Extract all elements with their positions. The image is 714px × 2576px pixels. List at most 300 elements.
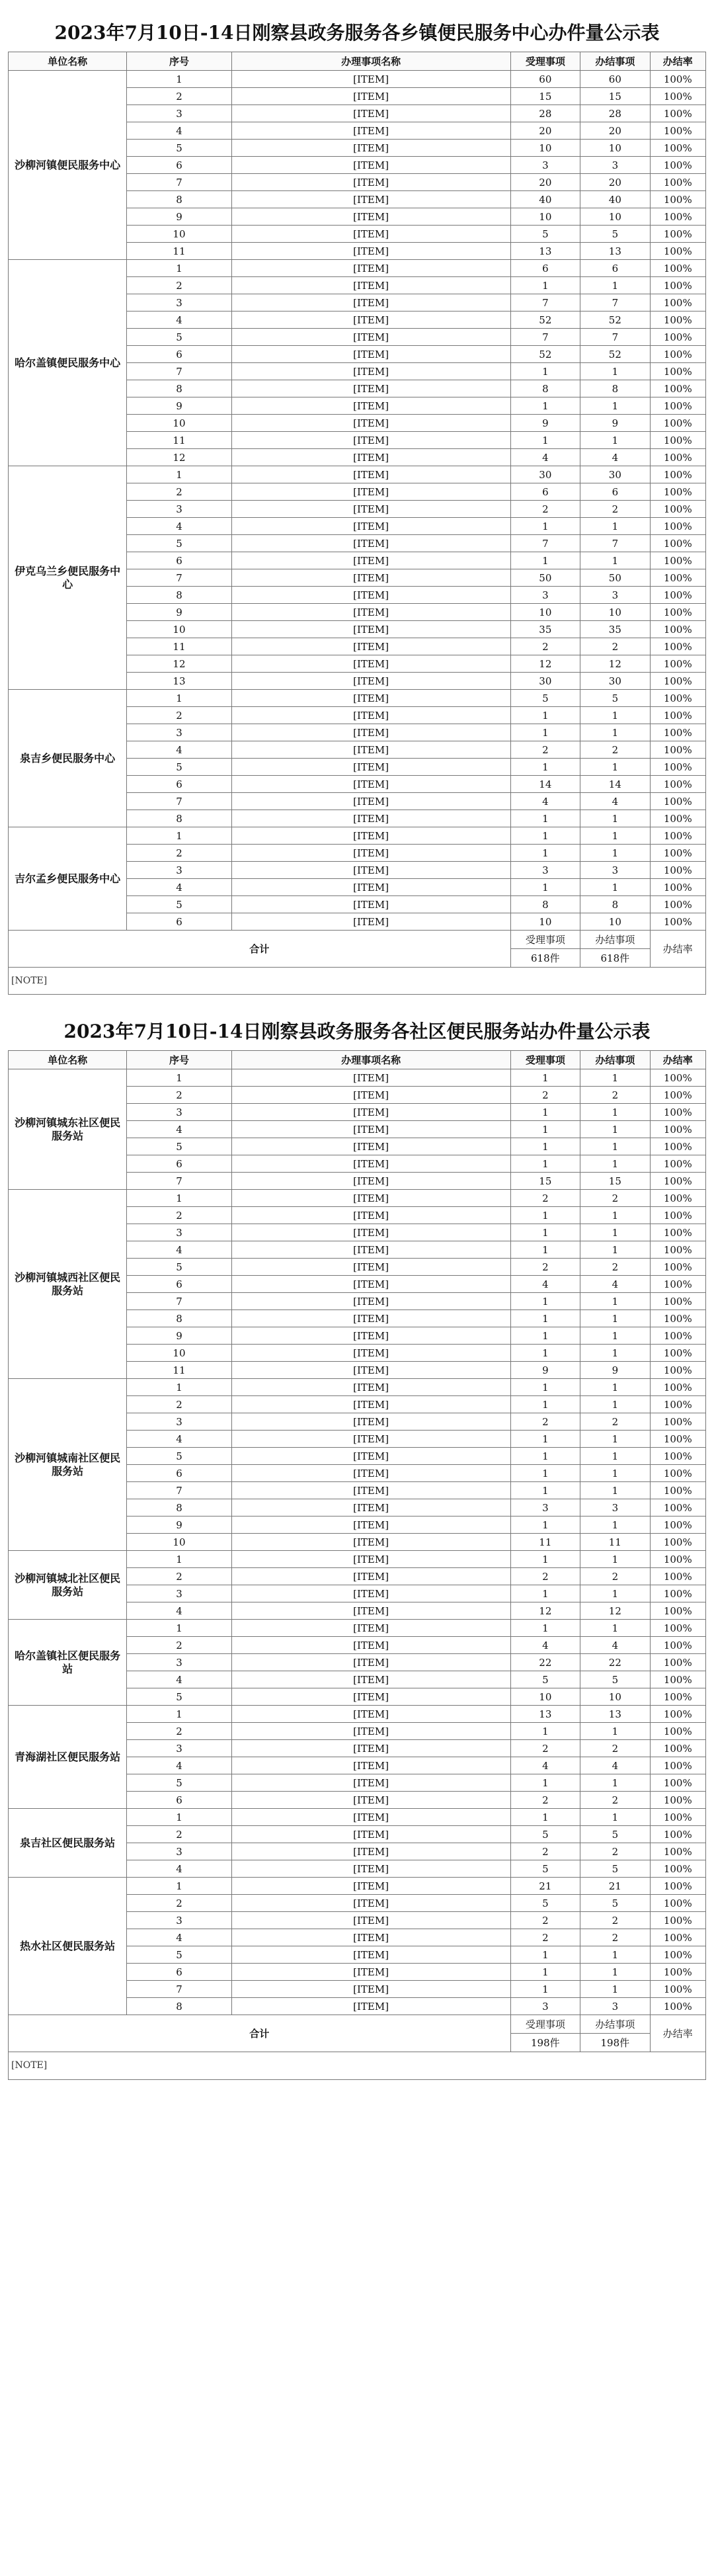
row-number-cell: 2 <box>127 1895 231 1912</box>
accepted-count-cell: 50 <box>510 569 580 587</box>
row-number-cell: 4 <box>127 1241 231 1259</box>
done-count-cell: 2 <box>580 1087 651 1104</box>
completion-rate-cell: 100% <box>650 569 705 587</box>
header-rate: 办结率 <box>650 1051 705 1069</box>
done-count-cell: 1 <box>580 1585 651 1602</box>
row-number-cell: 4 <box>127 312 231 329</box>
item-name-cell: [ITEM] <box>231 1207 510 1224</box>
item-name-cell: [ITEM] <box>231 1568 510 1585</box>
total-rate-header: 办结率 <box>650 931 705 968</box>
accepted-count-cell: 1 <box>510 1585 580 1602</box>
done-count-cell: 30 <box>580 673 651 690</box>
completion-rate-cell: 100% <box>650 896 705 913</box>
row-number-cell: 4 <box>127 741 231 759</box>
item-name-cell: [ITEM] <box>231 638 510 655</box>
completion-rate-cell: 100% <box>650 724 705 741</box>
accepted-count-cell: 1 <box>510 845 580 862</box>
row-number-cell: 8 <box>127 1499 231 1517</box>
row-number-cell: 3 <box>127 862 231 879</box>
item-name-cell: [ITEM] <box>231 1121 510 1138</box>
completion-rate-cell: 100% <box>650 1482 705 1499</box>
row-number-cell: 7 <box>127 569 231 587</box>
done-count-cell: 1 <box>580 1396 651 1413</box>
header-done: 办结事项 <box>580 52 651 71</box>
row-number-cell: 2 <box>127 1568 231 1585</box>
item-name-cell: [ITEM] <box>231 879 510 896</box>
row-number-cell: 5 <box>127 759 231 776</box>
row-number-cell: 1 <box>127 1551 231 1568</box>
completion-rate-cell: 100% <box>650 501 705 518</box>
row-number-cell: 12 <box>127 655 231 673</box>
community-table <box>8 1050 706 2052</box>
completion-rate-cell: 100% <box>650 913 705 931</box>
item-name-cell: [ITEM] <box>231 913 510 931</box>
completion-rate-cell: 100% <box>650 1878 705 1895</box>
row-number-cell: 5 <box>127 1259 231 1276</box>
completion-rate-cell: 100% <box>650 174 705 191</box>
completion-rate-cell: 100% <box>650 810 705 827</box>
completion-rate-cell: 100% <box>650 793 705 810</box>
item-name-cell: [ITEM] <box>231 380 510 397</box>
row-number-cell: 11 <box>127 243 231 260</box>
done-count-cell: 1 <box>580 810 651 827</box>
completion-rate-cell: 100% <box>650 346 705 363</box>
done-count-cell: 10 <box>580 208 651 226</box>
accepted-count-cell: 7 <box>510 294 580 312</box>
row-number-cell: 3 <box>127 1585 231 1602</box>
accepted-count-cell: 10 <box>510 913 580 931</box>
item-name-cell: [ITEM] <box>231 1517 510 1534</box>
completion-rate-cell: 100% <box>650 397 705 415</box>
item-name-cell: [ITEM] <box>231 294 510 312</box>
done-count-cell: 15 <box>580 88 651 105</box>
accepted-count-cell: 1 <box>510 707 580 724</box>
accepted-count-cell: 1 <box>510 879 580 896</box>
item-name-cell: [ITEM] <box>231 208 510 226</box>
done-count-cell: 20 <box>580 122 651 140</box>
row-number-cell: 9 <box>127 397 231 415</box>
accepted-count-cell: 4 <box>510 1637 580 1654</box>
accepted-count-cell: 30 <box>510 466 580 483</box>
item-name-cell: [ITEM] <box>231 1929 510 1946</box>
item-name-cell: [ITEM] <box>231 1482 510 1499</box>
row-number-cell: 5 <box>127 1688 231 1706</box>
done-count-cell: 1 <box>580 1482 651 1499</box>
accepted-count-cell: 40 <box>510 191 580 208</box>
accepted-count-cell: 2 <box>510 1912 580 1929</box>
row-number-cell: 3 <box>127 1912 231 1929</box>
completion-rate-cell: 100% <box>650 1207 705 1224</box>
done-count-cell: 1 <box>580 879 651 896</box>
completion-rate-cell: 100% <box>650 655 705 673</box>
item-name-cell: [ITEM] <box>231 845 510 862</box>
item-name-cell: [ITEM] <box>231 1293 510 1310</box>
done-count-cell: 8 <box>580 896 651 913</box>
row-number-cell: 4 <box>127 518 231 535</box>
completion-rate-cell: 100% <box>650 1121 705 1138</box>
completion-rate-cell: 100% <box>650 1362 705 1379</box>
row-number-cell: 10 <box>127 621 231 638</box>
accepted-count-cell: 1 <box>510 397 580 415</box>
row-number-cell: 6 <box>127 1964 231 1981</box>
accepted-count-cell: 3 <box>510 157 580 174</box>
row-number-cell: 2 <box>127 277 231 294</box>
row-number-cell: 2 <box>127 707 231 724</box>
unit-name-cell: 青海湖社区便民服务站 <box>9 1706 127 1809</box>
item-name-cell: [ITEM] <box>231 105 510 122</box>
accepted-count-cell: 2 <box>510 1843 580 1860</box>
done-count-cell: 1 <box>580 1981 651 1998</box>
item-name-cell: [ITEM] <box>231 1792 510 1809</box>
item-name-cell: [ITEM] <box>231 1964 510 1981</box>
done-count-cell: 2 <box>580 1568 651 1585</box>
item-name-cell: [ITEM] <box>231 1224 510 1241</box>
accepted-count-cell: 1 <box>510 1809 580 1826</box>
done-count-cell: 1 <box>580 1809 651 1826</box>
table-row <box>9 1706 706 1723</box>
accepted-count-cell: 1 <box>510 1207 580 1224</box>
item-name-cell: [ITEM] <box>231 1465 510 1482</box>
header-accepted: 受理事项 <box>510 1051 580 1069</box>
item-name-cell: [ITEM] <box>231 1362 510 1379</box>
done-count-cell: 1 <box>580 1224 651 1241</box>
done-count-cell: 4 <box>580 449 651 466</box>
completion-rate-cell: 100% <box>650 1981 705 1998</box>
item-name-cell: [ITEM] <box>231 1878 510 1895</box>
item-name-cell: [ITEM] <box>231 793 510 810</box>
row-number-cell: 5 <box>127 896 231 913</box>
completion-rate-cell: 100% <box>650 1723 705 1740</box>
table-row <box>9 1190 706 1207</box>
done-count-cell: 2 <box>580 1912 651 1929</box>
total-accepted: 618件 <box>510 949 580 968</box>
done-count-cell: 14 <box>580 776 651 793</box>
done-count-cell: 1 <box>580 759 651 776</box>
row-number-cell: 7 <box>127 1173 231 1190</box>
done-count-cell: 5 <box>580 1860 651 1878</box>
row-number-cell: 10 <box>127 226 231 243</box>
done-count-cell: 12 <box>580 1602 651 1620</box>
done-count-cell: 1 <box>580 1241 651 1259</box>
done-count-cell: 1 <box>580 1517 651 1534</box>
done-count-cell: 3 <box>580 587 651 604</box>
item-name-cell: [ITEM] <box>231 191 510 208</box>
completion-rate-cell: 100% <box>650 879 705 896</box>
done-count-cell: 1 <box>580 1723 651 1740</box>
row-number-cell: 3 <box>127 1843 231 1860</box>
item-name-cell: [ITEM] <box>231 1069 510 1087</box>
completion-rate-cell: 100% <box>650 1190 705 1207</box>
accepted-count-cell: 1 <box>510 1465 580 1482</box>
done-count-cell: 1 <box>580 552 651 569</box>
completion-rate-cell: 100% <box>650 1155 705 1173</box>
row-number-cell: 10 <box>127 1345 231 1362</box>
item-name-cell: [ITEM] <box>231 329 510 346</box>
done-count-cell: 1 <box>580 1207 651 1224</box>
table-row <box>9 1379 706 1396</box>
item-name-cell: [ITEM] <box>231 140 510 157</box>
completion-rate-cell: 100% <box>650 140 705 157</box>
row-number-cell: 2 <box>127 1207 231 1224</box>
item-name-cell: [ITEM] <box>231 1327 510 1345</box>
total-done-header: 办结事项 <box>580 2015 651 2034</box>
accepted-count-cell: 10 <box>510 140 580 157</box>
accepted-count-cell: 1 <box>510 827 580 845</box>
completion-rate-cell: 100% <box>650 1448 705 1465</box>
item-name-cell: [ITEM] <box>231 741 510 759</box>
completion-rate-cell: 100% <box>650 1087 705 1104</box>
row-number-cell: 12 <box>127 449 231 466</box>
item-name-cell: [ITEM] <box>231 1637 510 1654</box>
completion-rate-cell: 100% <box>650 1929 705 1946</box>
done-count-cell: 10 <box>580 1688 651 1706</box>
accepted-count-cell: 4 <box>510 1757 580 1774</box>
done-count-cell: 4 <box>580 1276 651 1293</box>
completion-rate-cell: 100% <box>650 1654 705 1671</box>
item-name-cell: [ITEM] <box>231 449 510 466</box>
row-number-cell: 5 <box>127 329 231 346</box>
item-name-cell: [ITEM] <box>231 1843 510 1860</box>
done-count-cell: 2 <box>580 638 651 655</box>
accepted-count-cell: 13 <box>510 1706 580 1723</box>
township-note: [NOTE] <box>8 968 706 995</box>
done-count-cell: 9 <box>580 1362 651 1379</box>
completion-rate-cell: 100% <box>650 1671 705 1688</box>
done-count-cell: 1 <box>580 1448 651 1465</box>
row-number-cell: 1 <box>127 827 231 845</box>
row-number-cell: 2 <box>127 845 231 862</box>
accepted-count-cell: 5 <box>510 1826 580 1843</box>
item-name-cell: [ITEM] <box>231 226 510 243</box>
completion-rate-cell: 100% <box>650 1379 705 1396</box>
accepted-count-cell: 5 <box>510 226 580 243</box>
completion-rate-cell: 100% <box>650 1345 705 1362</box>
row-number-cell: 1 <box>127 1190 231 1207</box>
item-name-cell: [ITEM] <box>231 483 510 501</box>
accepted-count-cell: 1 <box>510 1345 580 1362</box>
completion-rate-cell: 100% <box>650 1310 705 1327</box>
accepted-count-cell: 1 <box>510 1551 580 1568</box>
row-number-cell: 1 <box>127 1620 231 1637</box>
accepted-count-cell: 1 <box>510 1448 580 1465</box>
item-name-cell: [ITEM] <box>231 1620 510 1637</box>
completion-rate-cell: 100% <box>650 690 705 707</box>
item-name-cell: [ITEM] <box>231 707 510 724</box>
row-number-cell: 7 <box>127 1981 231 1998</box>
row-number-cell: 11 <box>127 1362 231 1379</box>
accepted-count-cell: 10 <box>510 1688 580 1706</box>
table-row <box>9 466 706 483</box>
township-table-block <box>8 12 706 995</box>
completion-rate-cell: 100% <box>650 157 705 174</box>
table-header-row <box>9 1051 706 1069</box>
row-number-cell: 1 <box>127 1069 231 1087</box>
row-number-cell: 2 <box>127 1723 231 1740</box>
row-number-cell: 7 <box>127 1482 231 1499</box>
completion-rate-cell: 100% <box>650 415 705 432</box>
row-number-cell: 6 <box>127 1465 231 1482</box>
done-count-cell: 1 <box>580 724 651 741</box>
item-name-cell: [ITEM] <box>231 1138 510 1155</box>
accepted-count-cell: 1 <box>510 432 580 449</box>
accepted-count-cell: 52 <box>510 346 580 363</box>
row-number-cell: 9 <box>127 1327 231 1345</box>
completion-rate-cell: 100% <box>650 294 705 312</box>
completion-rate-cell: 100% <box>650 1826 705 1843</box>
table-row <box>9 1069 706 1087</box>
accepted-count-cell: 4 <box>510 449 580 466</box>
header-no: 序号 <box>127 52 231 71</box>
item-name-cell: [ITEM] <box>231 604 510 621</box>
item-name-cell: [ITEM] <box>231 621 510 638</box>
accepted-count-cell: 1 <box>510 1138 580 1155</box>
accepted-count-cell: 9 <box>510 415 580 432</box>
done-count-cell: 9 <box>580 415 651 432</box>
item-name-cell: [ITEM] <box>231 1671 510 1688</box>
done-count-cell: 1 <box>580 707 651 724</box>
completion-rate-cell: 100% <box>650 1706 705 1723</box>
completion-rate-cell: 100% <box>650 449 705 466</box>
item-name-cell: [ITEM] <box>231 88 510 105</box>
done-count-cell: 10 <box>580 913 651 931</box>
row-number-cell: 11 <box>127 638 231 655</box>
done-count-cell: 22 <box>580 1654 651 1671</box>
accepted-count-cell: 4 <box>510 1276 580 1293</box>
unit-name-cell: 哈尔盖镇社区便民服务站 <box>9 1620 127 1706</box>
row-number-cell: 3 <box>127 724 231 741</box>
done-count-cell: 5 <box>580 1895 651 1912</box>
item-name-cell: [ITEM] <box>231 1448 510 1465</box>
table-row <box>9 260 706 277</box>
accepted-count-cell: 35 <box>510 621 580 638</box>
item-name-cell: [ITEM] <box>231 363 510 380</box>
item-name-cell: [ITEM] <box>231 71 510 88</box>
row-number-cell: 9 <box>127 208 231 226</box>
accepted-count-cell: 1 <box>510 1104 580 1121</box>
item-name-cell: [ITEM] <box>231 1912 510 1929</box>
accepted-count-cell: 1 <box>510 1946 580 1964</box>
done-count-cell: 1 <box>580 1138 651 1155</box>
completion-rate-cell: 100% <box>650 329 705 346</box>
total-label: 合计 <box>9 931 511 968</box>
done-count-cell: 1 <box>580 277 651 294</box>
row-number-cell: 3 <box>127 105 231 122</box>
row-number-cell: 3 <box>127 1224 231 1241</box>
accepted-count-cell: 2 <box>510 638 580 655</box>
done-count-cell: 2 <box>580 1792 651 1809</box>
done-count-cell: 2 <box>580 1740 651 1757</box>
completion-rate-cell: 100% <box>650 1912 705 1929</box>
completion-rate-cell: 100% <box>650 587 705 604</box>
completion-rate-cell: 100% <box>650 466 705 483</box>
row-number-cell: 8 <box>127 1310 231 1327</box>
accepted-count-cell: 2 <box>510 501 580 518</box>
accepted-count-cell: 21 <box>510 1878 580 1895</box>
item-name-cell: [ITEM] <box>231 415 510 432</box>
done-count-cell: 52 <box>580 312 651 329</box>
accepted-count-cell: 8 <box>510 380 580 397</box>
row-number-cell: 3 <box>127 1740 231 1757</box>
header-unit: 单位名称 <box>9 52 127 71</box>
accepted-count-cell: 5 <box>510 1895 580 1912</box>
community-note: [NOTE] <box>8 2052 706 2079</box>
row-number-cell: 7 <box>127 174 231 191</box>
item-name-cell: [ITEM] <box>231 1740 510 1757</box>
row-number-cell: 1 <box>127 1706 231 1723</box>
table-row <box>9 1878 706 1895</box>
completion-rate-cell: 100% <box>650 604 705 621</box>
item-name-cell: [ITEM] <box>231 1534 510 1551</box>
done-count-cell: 1 <box>580 1155 651 1173</box>
done-count-cell: 8 <box>580 380 651 397</box>
accepted-count-cell: 1 <box>510 1396 580 1413</box>
accepted-count-cell: 22 <box>510 1654 580 1671</box>
total-accepted-header: 受理事项 <box>510 931 580 949</box>
accepted-count-cell: 1 <box>510 724 580 741</box>
done-count-cell: 6 <box>580 260 651 277</box>
accepted-count-cell: 1 <box>510 1121 580 1138</box>
completion-rate-cell: 100% <box>650 1602 705 1620</box>
row-number-cell: 6 <box>127 1792 231 1809</box>
completion-rate-cell: 100% <box>650 518 705 535</box>
item-name-cell: [ITEM] <box>231 1345 510 1362</box>
row-number-cell: 2 <box>127 1826 231 1843</box>
done-count-cell: 3 <box>580 1499 651 1517</box>
completion-rate-cell: 100% <box>650 312 705 329</box>
unit-name-cell: 沙柳河镇便民服务中心 <box>9 71 127 260</box>
completion-rate-cell: 100% <box>650 1895 705 1912</box>
item-name-cell: [ITEM] <box>231 724 510 741</box>
completion-rate-cell: 100% <box>650 1224 705 1241</box>
accepted-count-cell: 2 <box>510 1792 580 1809</box>
community-table-title: 2023年7月10日-14日刚察县政务服务各社区便民服务站办件量公示表 <box>63 1020 651 1043</box>
done-count-cell: 2 <box>580 741 651 759</box>
row-number-cell: 2 <box>127 88 231 105</box>
completion-rate-cell: 100% <box>650 363 705 380</box>
done-count-cell: 1 <box>580 1293 651 1310</box>
accepted-count-cell: 2 <box>510 1413 580 1431</box>
row-number-cell: 4 <box>127 1757 231 1774</box>
item-name-cell: [ITEM] <box>231 397 510 415</box>
accepted-count-cell: 20 <box>510 174 580 191</box>
item-name-cell: [ITEM] <box>231 1998 510 2015</box>
total-accepted: 198件 <box>510 2034 580 2052</box>
table-row <box>9 827 706 845</box>
done-count-cell: 1 <box>580 1069 651 1087</box>
done-count-cell: 5 <box>580 1671 651 1688</box>
done-count-cell: 1 <box>580 1327 651 1345</box>
item-name-cell: [ITEM] <box>231 1654 510 1671</box>
accepted-count-cell: 2 <box>510 1190 580 1207</box>
accepted-count-cell: 1 <box>510 1379 580 1396</box>
row-number-cell: 1 <box>127 1379 231 1396</box>
completion-rate-cell: 100% <box>650 1860 705 1878</box>
item-name-cell: [ITEM] <box>231 1688 510 1706</box>
completion-rate-cell: 100% <box>650 243 705 260</box>
accepted-count-cell: 1 <box>510 363 580 380</box>
row-number-cell: 6 <box>127 552 231 569</box>
done-count-cell: 10 <box>580 140 651 157</box>
item-name-cell: [ITEM] <box>231 1585 510 1602</box>
row-number-cell: 4 <box>127 1121 231 1138</box>
header-item: 办理事项名称 <box>231 52 510 71</box>
done-count-cell: 1 <box>580 1946 651 1964</box>
accepted-count-cell: 1 <box>510 1964 580 1981</box>
completion-rate-cell: 100% <box>650 1964 705 1981</box>
row-number-cell: 3 <box>127 501 231 518</box>
row-number-cell: 6 <box>127 913 231 931</box>
row-number-cell: 5 <box>127 140 231 157</box>
